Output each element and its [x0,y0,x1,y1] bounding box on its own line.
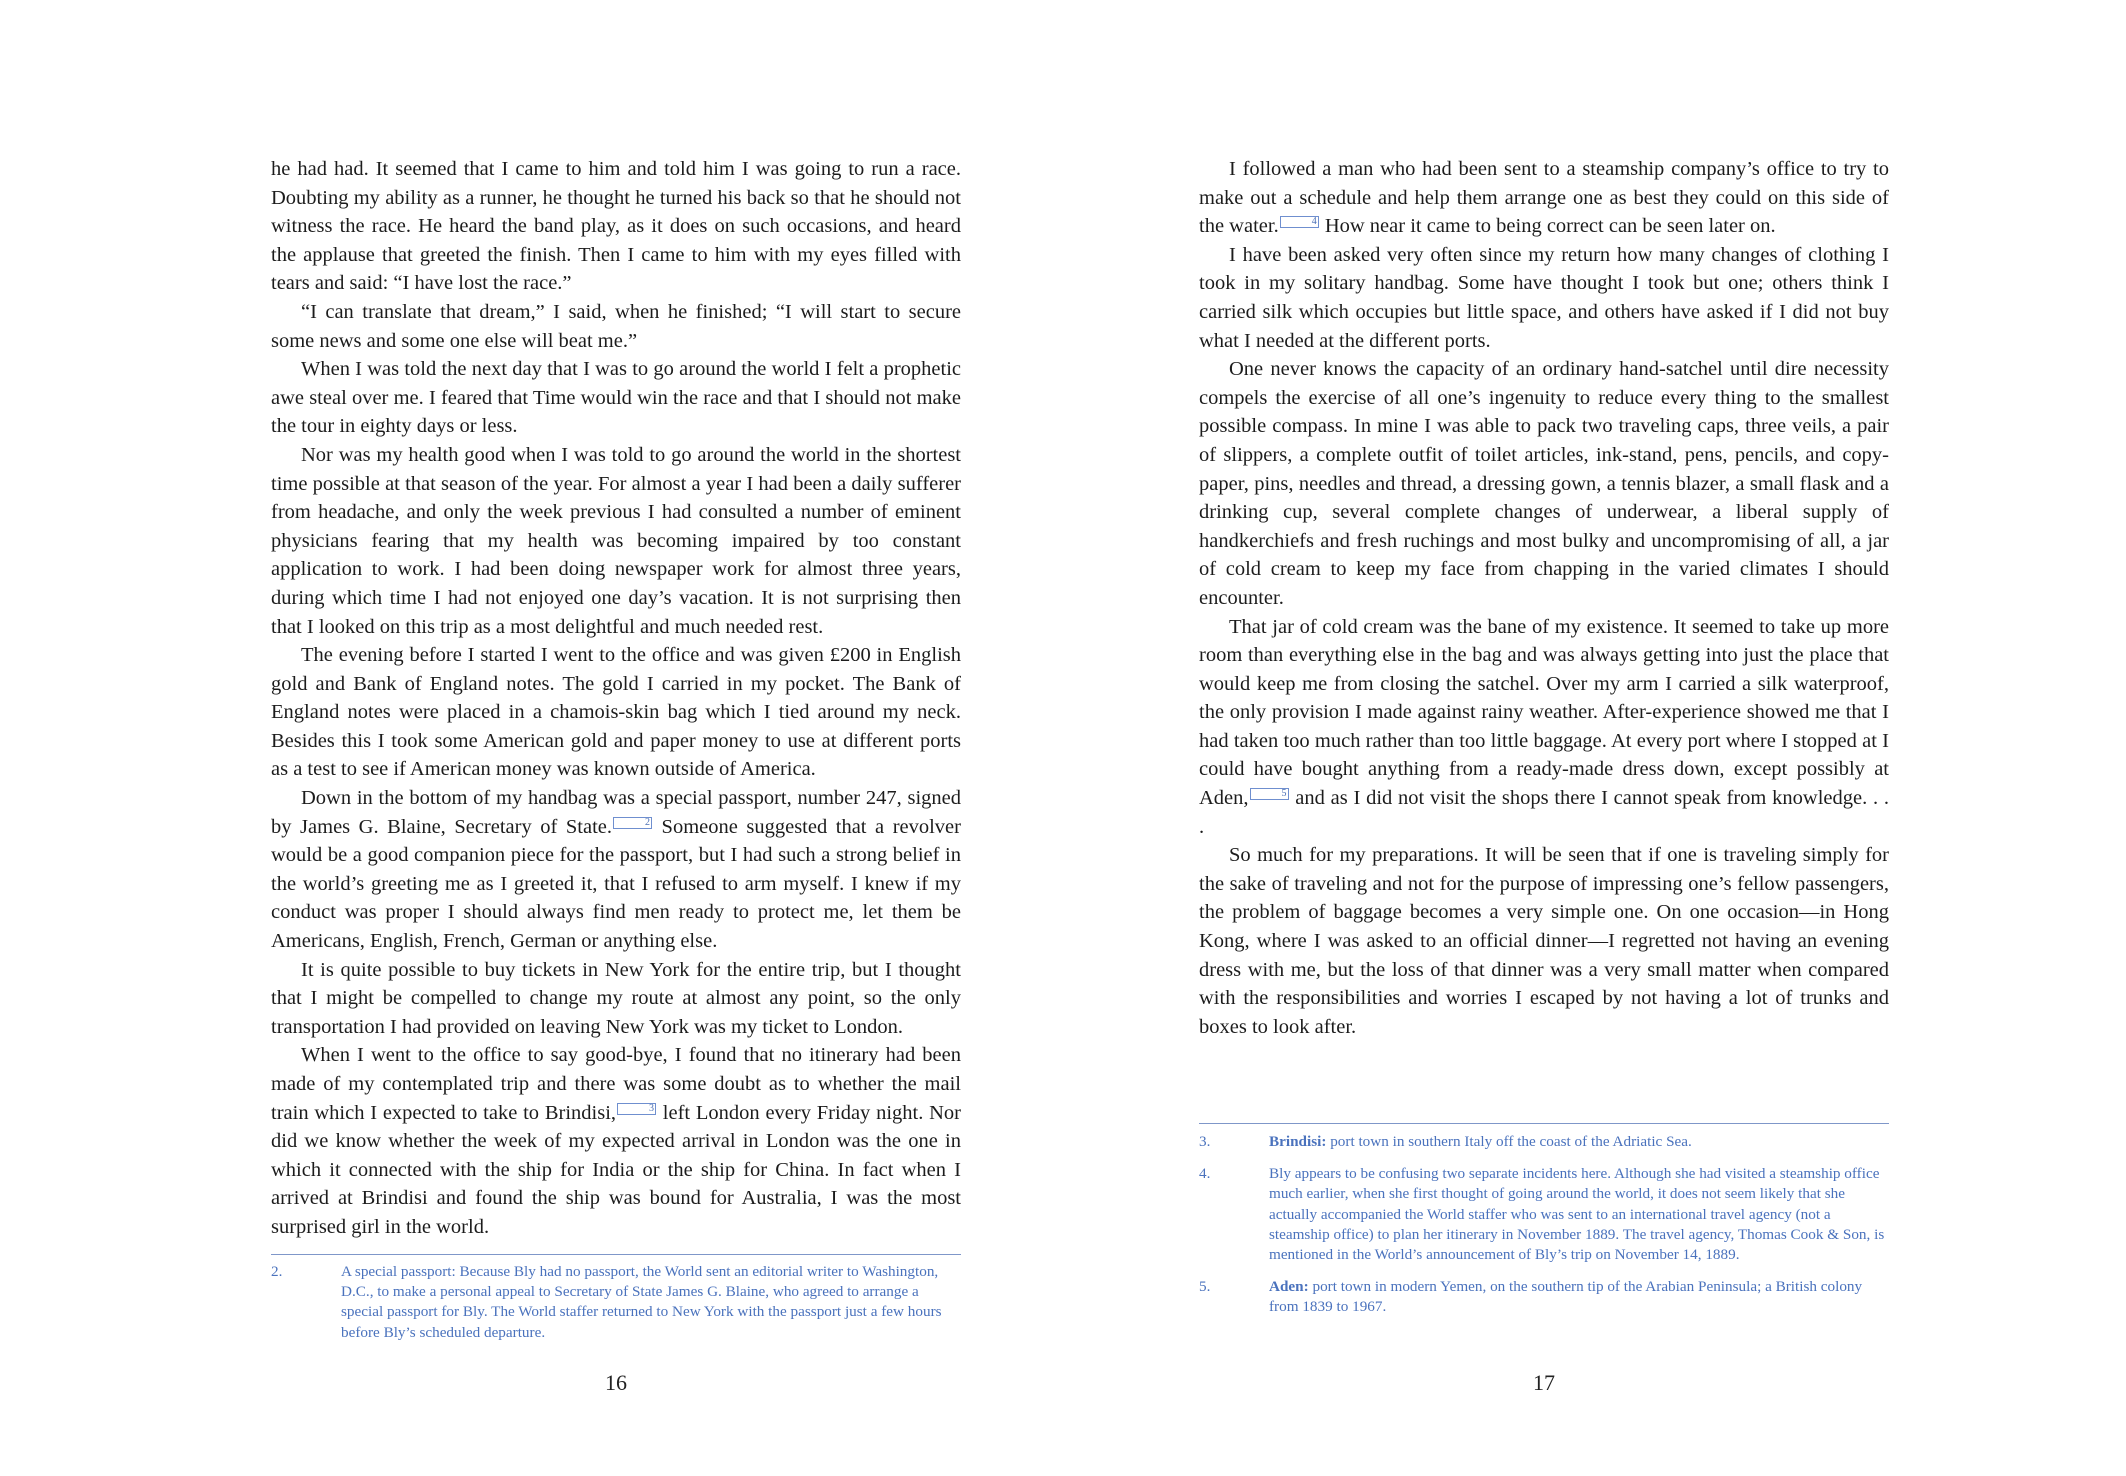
paragraph [1199,613,1889,842]
footnote [1199,1277,1889,1317]
paragraph: When I was told the next day that I was to go around the world I felt a prophetic awe steal over me. I feared that Time would win the race and that I should not make the tour in eighty days or less. [271,358,961,438]
paragraph-text: and as I did not visit the shops there I cannot speak from knowledge. . . . [1199,787,1889,838]
paragraph: The evening before I started I went to the office and was given £200 in English gold and Bank of England notes. The gold I carried in my pocket. The Bank of England notes were placed in a chamois-skin bag which I tied around my neck. Besides this I took some American gold and paper money to use at different ports as a test to see if American money was known outside of America. [271,644,961,781]
footnote-divider [271,1254,961,1255]
footnote [1199,1164,1889,1265]
footnote-number[interactable]: 5. [1199,1278,1211,1296]
paragraph-text: How near it came to being correct can be seen later on. [1319,215,1776,238]
footnote-text: port town in modern Yemen, on the southern tip of the Arabian Peninsula; a British colony from 1839 to 1967. [1269,1278,1863,1316]
footnote-number[interactable]: 3. [1199,1133,1211,1150]
footnote-term: Brindisi: [1269,1133,1327,1150]
paragraph [1199,155,1889,241]
footnote-ref-link[interactable]: 5 [1250,788,1289,800]
footnote-ref-link[interactable]: 4 [1280,216,1319,228]
footnotes [1199,1132,1889,1330]
paragraph-text: Down in the bottom of my handbag was a special passport, number 247, signed by James G. Blaine, Secretary of State. [271,787,961,838]
footnote-text: A special passport: Because Bly had no passport, the World sent an editorial writer to Washington, D.C., to make a personal appeal to Secretary of State James G. Blaine, who agreed to arrange a special passport for Bly. The World staffer returned to New York with the passport just a few hours before Bly’s scheduled departure. [341,1263,942,1341]
page-number: 17 [1533,1370,1555,1395]
paragraph: “I can translate that dream,” I said, when he finished; “I will start to secure some news and some one else will beat me.” [271,300,961,352]
paragraph [271,784,961,956]
paragraph: Nor was my health good when I was told to go around the world in the shortest time possible at that season of the year. For almost a year I had been a daily sufferer from headache, and only the week previous I had consulted a number of eminent physicians fearing that my health was becoming impaired by too constant application to work. I had been doing newspaper work for almost three years, during which time I had not enjoyed one day’s vacation. It is not surprising then that I looked on this trip as a most delightful and much needed rest. [271,443,961,638]
footnotes [271,1262,961,1355]
footnote-body [1269,1164,1889,1265]
right-page-body [1199,155,1889,1041]
paragraph [271,1041,961,1241]
footnote-ref-link[interactable]: 2 [613,817,652,829]
left-page-body [271,155,961,1242]
footnote-term: Aden: [1269,1278,1309,1296]
paragraph-text: I followed a man who had been sent to a steamship company’s office to try to make out a schedule and help them arrange one as best they could on this side of the water. [1199,158,1889,238]
paragraph: he had had. It seemed that I came to him and told him I was going to run a race. Doubting my ability as a runner, he thought he turned his back so that he should not witness the race. He heard the band play, as it does on such occasions, and heard the applause that greeted the finish. Then I came to him with my eyes filled with tears and said: “I have lost the race.” [271,158,961,295]
paragraph: It is quite possible to buy tickets in New York for the entire trip, but I thought that I might be compelled to change my route at almost any point, so the only transportation I had provided on leaving New York was my ticket to London. [271,958,961,1038]
paragraph-text: When I went to the office to say good-bye, I found that no itinerary had been made of my contemplated trip and there was some doubt as to whether the mail train which I expected to take to Brindisi, [271,1044,961,1124]
footnote [1199,1132,1889,1152]
page-number: 16 [605,1370,627,1395]
right-page [1063,0,2126,1476]
paragraph-text: That jar of cold cream was the bane of my existence. It seemed to take up more room than everything else in the bag and was always getting into just the place that would keep me from closing the satchel. Over my arm I carried a silk waterproof, the only provision I made against rainy weather. After-experience showed me that I had taken too much rather than too little baggage. At every port where I stopped at I could have bought anything from a ready-made dress down, except possibly at Aden, [1199,615,1889,810]
footnote [271,1262,961,1343]
footnote-ref-link[interactable]: 3 [617,1103,656,1115]
paragraph: One never knows the capacity of an ordinary hand-satchel until dire necessity compels the exercise of all one’s ingenuity to reduce every thing to the smallest possible compass. In mine I was able to pack two traveling caps, three veils, a pair of slippers, a complete outfit of toilet articles, ink-stand, pens, pencils, and copy-paper, pins, needles and thread, a dressing gown, a tennis blazer, a small flask and a drinking cup, several complete changes of underwear, a liberal supply of handkerchiefs and fresh ruchings and most bulky and uncompromising of all, a jar of cold cream to keep my face from chapping in the varied climates I should encounter. [1199,358,1889,609]
footnote-body [1269,1277,1889,1317]
paragraph: I have been asked very often since my return how many changes of clothing I took in my solitary handbag. Some have thought I took but one; others think I carried silk which occupies but little space, and others have asked if I did not buy what I needed at the different ports. [1199,243,1889,352]
paragraph-text: left London every Friday night. Nor did we know whether the week of my expected arrival in London was the one in which it connected with the ship for India or the ship for China. In fact when I arrived at Brindisi and found the ship was bound for Australia, I was the most surprised girl in the world. [271,1101,961,1238]
footnote-text: port town in southern Italy off the coast of the Adriatic Sea. [1326,1133,1692,1150]
footnote-number[interactable]: 4. [1199,1165,1211,1183]
footnote-divider [1199,1123,1889,1124]
footnote-number[interactable]: 2. [271,1263,283,1280]
paragraph-text: Someone suggested that a revolver would be a good companion piece for the passport, but I had such a strong belief in the world’s greeting me as I greeted it, that I refused to arm myself. I knew if my conduct was proper I should always find men ready to protect me, let them be Americans, English, French, German or anything else. [271,815,961,953]
footnote-body [1269,1132,1889,1152]
footnote-text: Bly appears to be confusing two separate incidents here. Although she had visited a steamship office much earlier, when she first thought of going around the world, it does not seem likely that she actually accompanied the World staffer who was sent to an international travel agency (not a steamship office) to plan her itinerary in November 1889. The travel agency, Thomas Cook & Son, is mentioned in the World’s announcement of Bly’s trip on November 14, 1889. [1269,1165,1885,1264]
paragraph: So much for my preparations. It will be seen that if one is traveling simply for the sake of traveling and not for the purpose of impressing one’s fellow passengers, the problem of baggage becomes a very simple one. On one occasion—in Hong Kong, where I was asked to an official dinner—I regretted not having an evening dress with me, but the loss of that dinner was a very small matter when compared with the responsibilities and worries I escaped by not having a lot of trunks and boxes to look after. [1199,844,1889,1038]
